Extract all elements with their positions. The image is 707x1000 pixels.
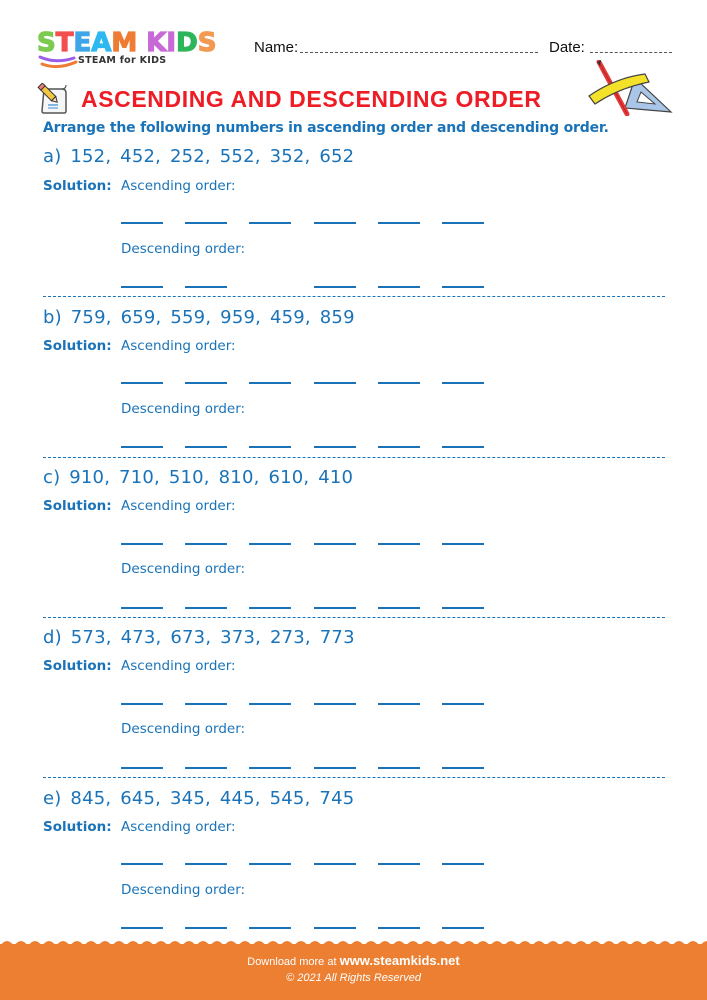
problem-letter: a) — [43, 146, 62, 167]
answer-blank[interactable] — [314, 863, 356, 865]
answer-blank[interactable] — [378, 446, 420, 448]
answer-blank[interactable] — [121, 286, 163, 288]
answer-blank[interactable] — [185, 446, 227, 448]
answer-blank[interactable] — [314, 382, 356, 384]
answer-blank[interactable] — [442, 703, 484, 705]
date-field[interactable] — [590, 52, 672, 53]
solution-label: Solution: — [43, 338, 112, 354]
website-link[interactable]: www.steamkids.net — [339, 953, 460, 968]
pencil-paper-icon — [36, 83, 70, 115]
answer-blank[interactable] — [249, 927, 291, 929]
answer-blank[interactable] — [442, 382, 484, 384]
problem-numbers: 845, 645, 345, 445, 545, 745 — [70, 788, 355, 809]
answer-blank[interactable] — [378, 286, 420, 288]
date-label: Date: — [549, 39, 585, 56]
problem-a — [43, 146, 354, 167]
problem-numbers: 152, 452, 252, 552, 352, 652 — [70, 146, 355, 167]
logo-letter: A — [91, 28, 112, 58]
answer-blank[interactable] — [442, 767, 484, 769]
answer-blank[interactable] — [185, 286, 227, 288]
logo-swoosh-icon — [38, 54, 78, 70]
answer-blank[interactable] — [378, 767, 420, 769]
footer-download — [0, 953, 707, 968]
answer-blank[interactable] — [249, 607, 291, 609]
logo-letter: S — [37, 28, 56, 58]
answer-blank[interactable] — [314, 222, 356, 224]
answer-blank[interactable] — [442, 543, 484, 545]
answer-blank[interactable] — [314, 543, 356, 545]
solution-label: Solution: — [43, 819, 112, 835]
descending-label: Descending order: — [121, 561, 246, 577]
answer-blank[interactable] — [442, 927, 484, 929]
answer-blank[interactable] — [121, 703, 163, 705]
answer-blank[interactable] — [442, 446, 484, 448]
descending-label: Descending order: — [121, 401, 246, 417]
answer-blank[interactable] — [185, 543, 227, 545]
section-divider — [43, 617, 665, 618]
answer-blank[interactable] — [442, 607, 484, 609]
answer-blank[interactable] — [249, 767, 291, 769]
logo-letter: M — [111, 28, 138, 58]
answer-blank[interactable] — [442, 863, 484, 865]
answer-blank[interactable] — [249, 543, 291, 545]
answer-blank[interactable] — [442, 222, 484, 224]
descending-label: Descending order: — [121, 721, 246, 737]
answer-blank[interactable] — [121, 927, 163, 929]
problem-letter: e) — [43, 788, 62, 809]
answer-blank[interactable] — [249, 382, 291, 384]
problem-letter: b) — [43, 307, 62, 328]
problem-e — [43, 788, 354, 809]
ascending-label: Ascending order: — [121, 338, 236, 354]
answer-blank[interactable] — [249, 222, 291, 224]
footer-copyright: © 2021 All Rights Reserved — [286, 972, 421, 984]
problem-numbers: 573, 473, 673, 373, 273, 773 — [70, 627, 355, 648]
answer-blank[interactable] — [378, 703, 420, 705]
answer-blank[interactable] — [121, 607, 163, 609]
download-text: Download more at — [247, 956, 340, 968]
answer-blank[interactable] — [185, 863, 227, 865]
answer-blank[interactable] — [378, 382, 420, 384]
problem-letter: d) — [43, 627, 62, 648]
ascending-label: Ascending order: — [121, 178, 236, 194]
problem-numbers: 759, 659, 559, 959, 459, 859 — [70, 307, 355, 328]
logo-letter: K — [146, 28, 167, 58]
answer-blank[interactable] — [314, 767, 356, 769]
problem-c — [43, 467, 353, 488]
answer-blank[interactable] — [378, 863, 420, 865]
name-field[interactable] — [300, 52, 538, 53]
answer-blank[interactable] — [442, 286, 484, 288]
problem-d — [43, 627, 355, 648]
answer-blank[interactable] — [121, 543, 163, 545]
problem-numbers: 910, 710, 510, 810, 610, 410 — [69, 467, 354, 488]
answer-blank[interactable] — [185, 703, 227, 705]
descending-label: Descending order: — [121, 241, 246, 257]
ascending-label: Ascending order: — [121, 498, 236, 514]
ascending-label: Ascending order: — [121, 819, 236, 835]
answer-blank[interactable] — [185, 222, 227, 224]
section-divider — [43, 296, 665, 297]
answer-blank[interactable] — [378, 222, 420, 224]
logo-letter: T — [55, 28, 74, 58]
answer-blank[interactable] — [378, 927, 420, 929]
answer-blank[interactable] — [378, 607, 420, 609]
answer-blank[interactable] — [185, 767, 227, 769]
descending-label: Descending order: — [121, 882, 246, 898]
ascending-label: Ascending order: — [121, 658, 236, 674]
answer-blank[interactable] — [314, 286, 356, 288]
answer-blank[interactable] — [121, 382, 163, 384]
answer-blank[interactable] — [249, 446, 291, 448]
problem-b — [43, 307, 355, 328]
page-title: ASCENDING AND DESCENDING ORDER — [81, 86, 542, 112]
solution-label: Solution: — [43, 658, 112, 674]
section-divider — [43, 457, 665, 458]
logo-letter: S — [197, 28, 217, 58]
answer-blank[interactable] — [121, 767, 163, 769]
answer-blank[interactable] — [185, 382, 227, 384]
logo-letter: I — [166, 28, 177, 58]
instructions: Arrange the following numbers in ascending order and descending order. — [43, 120, 609, 136]
name-label: Name: — [254, 39, 299, 56]
steam-kids-logo — [37, 30, 216, 56]
answer-blank[interactable] — [185, 607, 227, 609]
logo-letter: E — [73, 28, 92, 58]
answer-blank[interactable] — [314, 927, 356, 929]
logo-letter: D — [176, 28, 198, 58]
logo-subtitle: STEAM for KIDS — [78, 55, 167, 66]
solution-label: Solution: — [43, 498, 112, 514]
answer-blank[interactable] — [249, 863, 291, 865]
problem-letter: c) — [43, 467, 61, 488]
answer-blank[interactable] — [378, 543, 420, 545]
ruler-pencil-triangle-icon — [585, 60, 675, 116]
solution-label: Solution: — [43, 178, 112, 194]
answer-blank[interactable] — [249, 703, 291, 705]
answer-blank[interactable] — [314, 446, 356, 448]
answer-blank[interactable] — [185, 927, 227, 929]
answer-blank[interactable] — [121, 222, 163, 224]
answer-blank[interactable] — [314, 607, 356, 609]
answer-blank[interactable] — [121, 863, 163, 865]
section-divider — [43, 777, 665, 778]
answer-blank[interactable] — [121, 446, 163, 448]
answer-blank[interactable] — [314, 703, 356, 705]
